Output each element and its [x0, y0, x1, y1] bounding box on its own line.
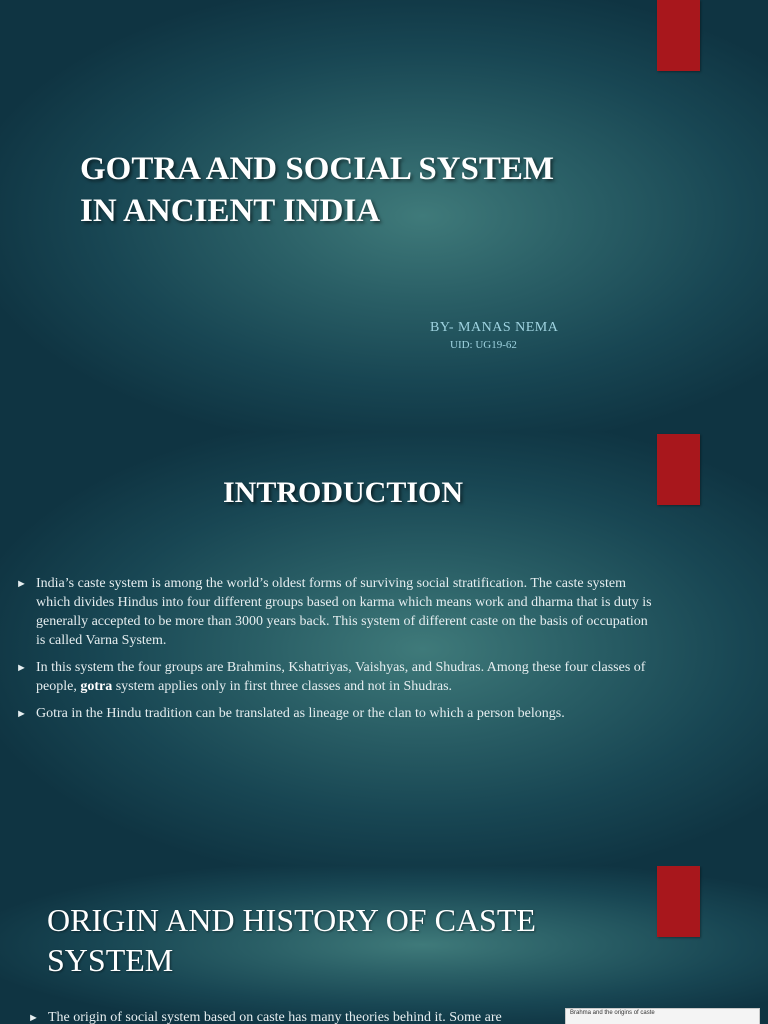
bullet-text: The origin of social system based on caste has many theories behind it. Some are	[48, 1010, 502, 1024]
bullet-text: In this system the four groups are Brahmins, Kshatriyas, Vaishyas, and Shudras. Among these four classes of people,	[36, 660, 646, 694]
origin-slide	[0, 866, 768, 1024]
triangle-bullet-icon: ►	[16, 578, 27, 590]
thumbnail-caption: Brahma and the origins of caste	[570, 1010, 655, 1016]
list-item	[28, 1008, 548, 1024]
title-slide	[0, 0, 768, 432]
list-item	[16, 574, 656, 650]
presentation-title: GOTRA AND SOCIAL SYSTEM IN ANCIENT INDIA	[80, 151, 555, 229]
list-item	[16, 704, 656, 723]
triangle-bullet-icon: ►	[28, 1012, 39, 1024]
slide-title: INTRODUCTION	[222, 476, 464, 509]
accent-bar	[657, 866, 700, 937]
introduction-slide	[0, 432, 768, 866]
triangle-bullet-icon: ►	[16, 662, 27, 674]
bullet-bold-term: gotra	[80, 679, 113, 694]
slide-title: ORIGIN AND HISTORY OF CASTE SYSTEM	[47, 902, 536, 978]
list-item	[16, 658, 656, 696]
bullet-list	[16, 574, 656, 731]
bullet-text: Gotra in the Hindu tradition can be translated as lineage or the clan to which a person belongs.	[36, 706, 565, 721]
bullet-list	[28, 1008, 548, 1024]
author-byline: BY- MANAS NEMA	[430, 320, 559, 335]
bullet-text: India’s caste system is among the world’s oldest forms of surviving social stratification. The caste system which divides Hindus into four different groups based on karma which means work and dharma that is duty is generally accepted to be more than 3000 years back. This system of different caste on the basis of occupation is called Varna System.	[36, 576, 652, 648]
triangle-bullet-icon: ►	[16, 708, 27, 720]
bullet-text: system applies only in first three classes and not in Shudras.	[112, 679, 453, 694]
author-uid: UID: UG19-62	[450, 339, 517, 351]
image-thumbnail	[565, 1008, 760, 1024]
accent-bar	[657, 0, 700, 71]
